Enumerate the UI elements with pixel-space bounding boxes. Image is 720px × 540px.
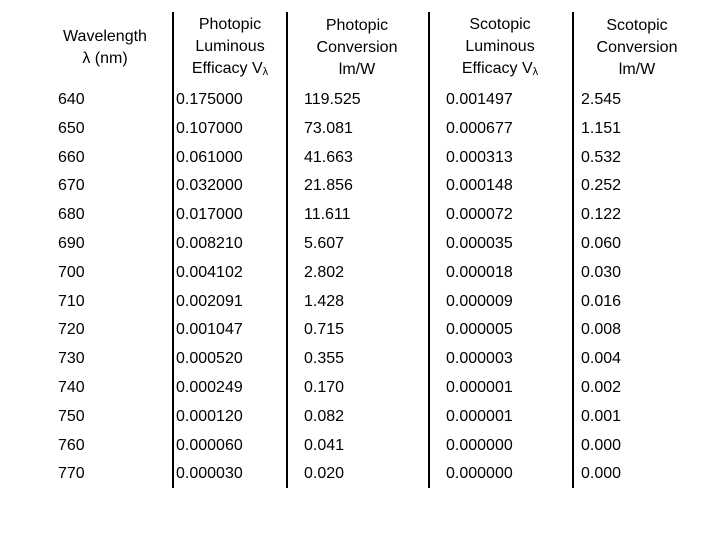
cell-photopic-efficacy: 0.017000	[176, 206, 243, 224]
cell-scotopic-efficacy: 0.000072	[446, 206, 513, 224]
cell-wavelength: 750	[58, 407, 85, 425]
cell-wavelength: 740	[58, 378, 85, 396]
header-photopic-conversion	[286, 10, 428, 86]
header-line-wrap	[192, 58, 268, 83]
cell-wavelength: 690	[58, 234, 85, 252]
cell-wavelength: 720	[58, 321, 85, 339]
cell-photopic-conversion: 5.607	[304, 234, 345, 252]
lambda-subscript: λ	[532, 65, 539, 78]
cell-scotopic-conversion: 2.545	[581, 91, 622, 108]
header-line: Efficacy V	[461, 59, 533, 77]
cell-scotopic-conversion: 0.016	[581, 292, 622, 310]
header-line: Scotopic	[469, 15, 531, 33]
cell-photopic-efficacy: 0.032000	[176, 177, 243, 195]
cell-wavelength: 670	[58, 177, 85, 195]
cell-photopic-conversion: 0.355	[304, 350, 345, 368]
table-row	[58, 201, 704, 230]
cell-scotopic-conversion: 0.004	[581, 350, 622, 368]
table-row	[58, 345, 704, 374]
cell-photopic-conversion: 0.082	[304, 407, 345, 425]
header-line: lm/W	[338, 61, 376, 78]
table-row	[58, 374, 704, 403]
cell-scotopic-conversion: 1.151	[581, 119, 622, 137]
header-line: Efficacy V	[191, 59, 263, 77]
cell-wavelength: 770	[58, 465, 85, 483]
table-row	[58, 403, 704, 432]
cell-scotopic-efficacy: 0.000009	[446, 292, 513, 310]
table-row	[58, 432, 704, 461]
cell-photopic-efficacy: 0.000030	[176, 465, 243, 483]
cell-photopic-conversion: 41.663	[304, 148, 353, 166]
cell-wavelength: 730	[58, 350, 85, 368]
cell-photopic-conversion: 21.856	[304, 177, 353, 195]
header-photopic-efficacy	[172, 10, 288, 86]
cell-scotopic-efficacy: 0.000003	[446, 350, 513, 368]
cell-wavelength: 680	[58, 206, 85, 224]
cell-photopic-conversion: 0.170	[304, 378, 345, 396]
table-row	[58, 316, 704, 345]
cell-scotopic-efficacy: 0.000018	[446, 263, 513, 281]
header-line-wrap	[462, 58, 538, 83]
table-row	[58, 144, 704, 173]
header-line: Wavelength	[63, 28, 147, 45]
cell-scotopic-conversion: 0.252	[581, 177, 622, 195]
lambda-subscript: λ	[262, 65, 269, 78]
cell-photopic-conversion: 11.611	[304, 206, 351, 224]
cell-scotopic-conversion: 0.001	[581, 407, 622, 425]
cell-photopic-efficacy: 0.000120	[176, 407, 243, 425]
cell-scotopic-conversion: 0.122	[581, 206, 622, 224]
cell-photopic-conversion: 2.802	[304, 263, 345, 281]
header-line: Conversion	[316, 39, 398, 56]
cell-photopic-efficacy: 0.061000	[176, 148, 243, 166]
cell-wavelength: 650	[58, 119, 85, 137]
cell-photopic-conversion: 0.041	[304, 436, 345, 454]
cell-photopic-efficacy: 0.002091	[176, 292, 243, 310]
cell-scotopic-efficacy: 0.000000	[446, 436, 513, 454]
cell-wavelength: 700	[58, 263, 85, 281]
cell-photopic-efficacy: 0.107000	[176, 119, 243, 137]
cell-scotopic-efficacy: 0.000000	[446, 465, 513, 483]
cell-wavelength: 640	[58, 91, 85, 108]
cell-photopic-efficacy: 0.000060	[176, 436, 243, 454]
cell-scotopic-efficacy: 0.000313	[446, 148, 513, 166]
cell-photopic-efficacy: 0.175000	[176, 91, 243, 108]
cell-scotopic-conversion: 0.000	[581, 436, 622, 454]
header-scotopic-efficacy	[428, 10, 572, 86]
cell-scotopic-conversion: 0.532	[581, 148, 622, 166]
cell-photopic-conversion: 119.525	[304, 91, 361, 108]
table-row	[58, 288, 704, 317]
cell-scotopic-conversion: 0.008	[581, 321, 622, 339]
cell-scotopic-conversion: 0.002	[581, 378, 622, 396]
header-line: Scotopic	[606, 17, 668, 34]
cell-scotopic-efficacy: 0.000001	[446, 407, 513, 425]
cell-photopic-conversion: 0.715	[304, 321, 345, 339]
header-row	[58, 10, 704, 86]
header-line: Luminous	[195, 37, 265, 55]
table-row	[58, 115, 704, 144]
cell-photopic-efficacy: 0.000249	[176, 378, 243, 396]
header-line: Luminous	[465, 37, 535, 55]
header-line: λ (nm)	[82, 50, 128, 67]
cell-photopic-efficacy: 0.004102	[176, 263, 243, 281]
cell-photopic-conversion: 0.020	[304, 465, 345, 483]
cell-photopic-efficacy: 0.000520	[176, 350, 243, 368]
table-row	[58, 172, 704, 201]
cell-scotopic-efficacy: 0.000035	[446, 234, 513, 252]
header-line: Conversion	[596, 39, 678, 56]
header-scotopic-conversion	[572, 10, 702, 86]
table-row	[58, 230, 704, 259]
table-row	[58, 259, 704, 288]
table-row	[58, 460, 704, 489]
cell-scotopic-efficacy: 0.000677	[446, 119, 513, 137]
cell-scotopic-conversion: 0.060	[581, 234, 622, 252]
cell-photopic-conversion: 73.081	[304, 119, 353, 137]
cell-wavelength: 760	[58, 436, 85, 454]
cell-scotopic-conversion: 0.030	[581, 263, 622, 281]
table-body	[58, 86, 704, 489]
table-row	[58, 86, 704, 115]
cell-photopic-efficacy: 0.008210	[176, 234, 243, 252]
cell-scotopic-efficacy: 0.000148	[446, 177, 513, 195]
header-line: Photopic	[325, 17, 389, 34]
cell-scotopic-conversion: 0.000	[581, 465, 622, 483]
cell-wavelength: 710	[58, 292, 85, 310]
cell-scotopic-efficacy: 0.000005	[446, 321, 513, 339]
cell-wavelength: 660	[58, 148, 85, 166]
cell-scotopic-efficacy: 0.000001	[446, 378, 513, 396]
cell-scotopic-efficacy: 0.001497	[446, 91, 513, 108]
header-line: Photopic	[198, 15, 262, 33]
header-line: lm/W	[618, 61, 656, 78]
cell-photopic-efficacy: 0.001047	[176, 321, 243, 339]
cell-photopic-conversion: 1.428	[304, 292, 345, 310]
